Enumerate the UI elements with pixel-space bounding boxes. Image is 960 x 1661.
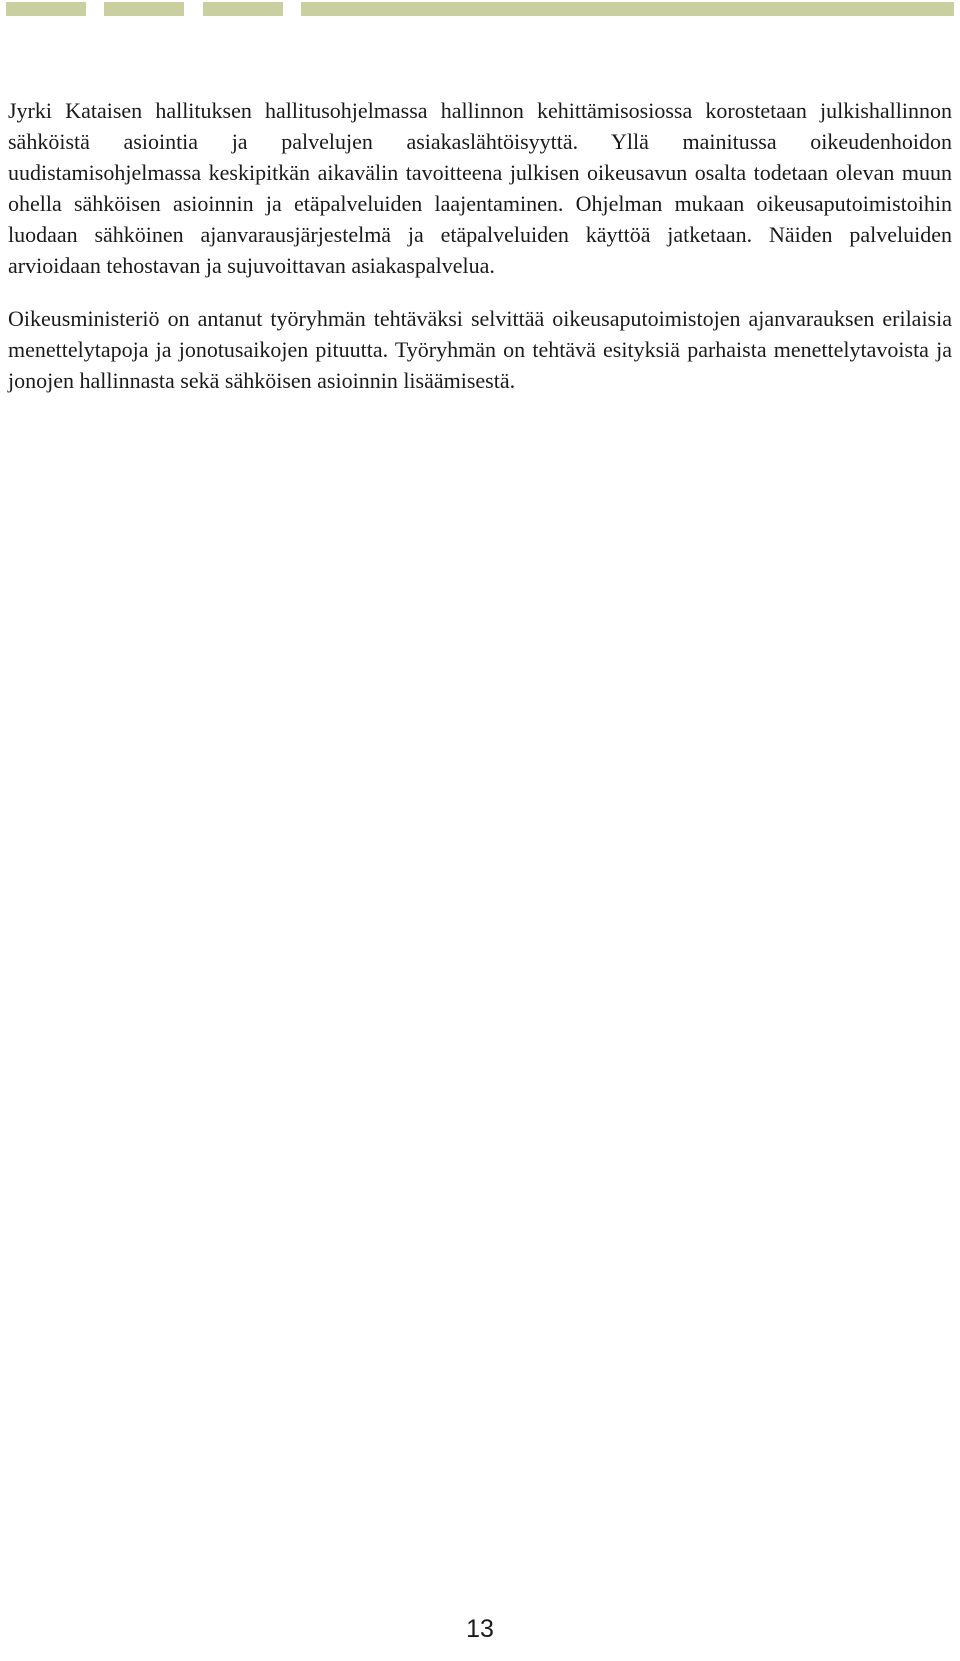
paragraph-2: Oikeusministeriö on antanut työryhmän tehtäväksi selvittää oikeusaputoimistojen ajanvarauksen erilaisia menettelytapoja ja jonotusaikojen pituutta. Työryhmän on tehtävä esityksiä parhaista menettelytavoista ja jonojen hallinnasta sekä sähköisen asioinnin lisäämisestä.	[8, 306, 952, 393]
document-body	[8, 95, 952, 418]
header-bar	[6, 2, 86, 16]
header-decoration-bars	[0, 2, 960, 16]
header-bar	[203, 2, 283, 16]
header-bar	[104, 2, 184, 16]
header-bar	[301, 2, 954, 16]
page-number: 13	[466, 1615, 494, 1643]
paragraph-1: Jyrki Kataisen hallituksen hallitusohjelmassa hallinnon kehittämisosiossa korostetaan julkishallinnon sähköistä asiointia ja palvelujen asiakaslähtöisyyttä. Yllä mainitussa oikeudenhoidon uudistamisohjelmassa keskipitkän aikavälin tavoitteena julkisen oikeusavun osalta todetaan olevan muun ohella sähköisen asioinnin ja etäpalveluiden laajentaminen. Ohjelman mukaan oikeusaputoimistoihin luodaan sähköinen ajanvarausjärjestelmä ja etäpalveluiden käyttöä jatketaan. Näiden palveluiden arvioidaan tehostavan ja sujuvoittavan asiakaspalvelua.	[8, 98, 952, 278]
